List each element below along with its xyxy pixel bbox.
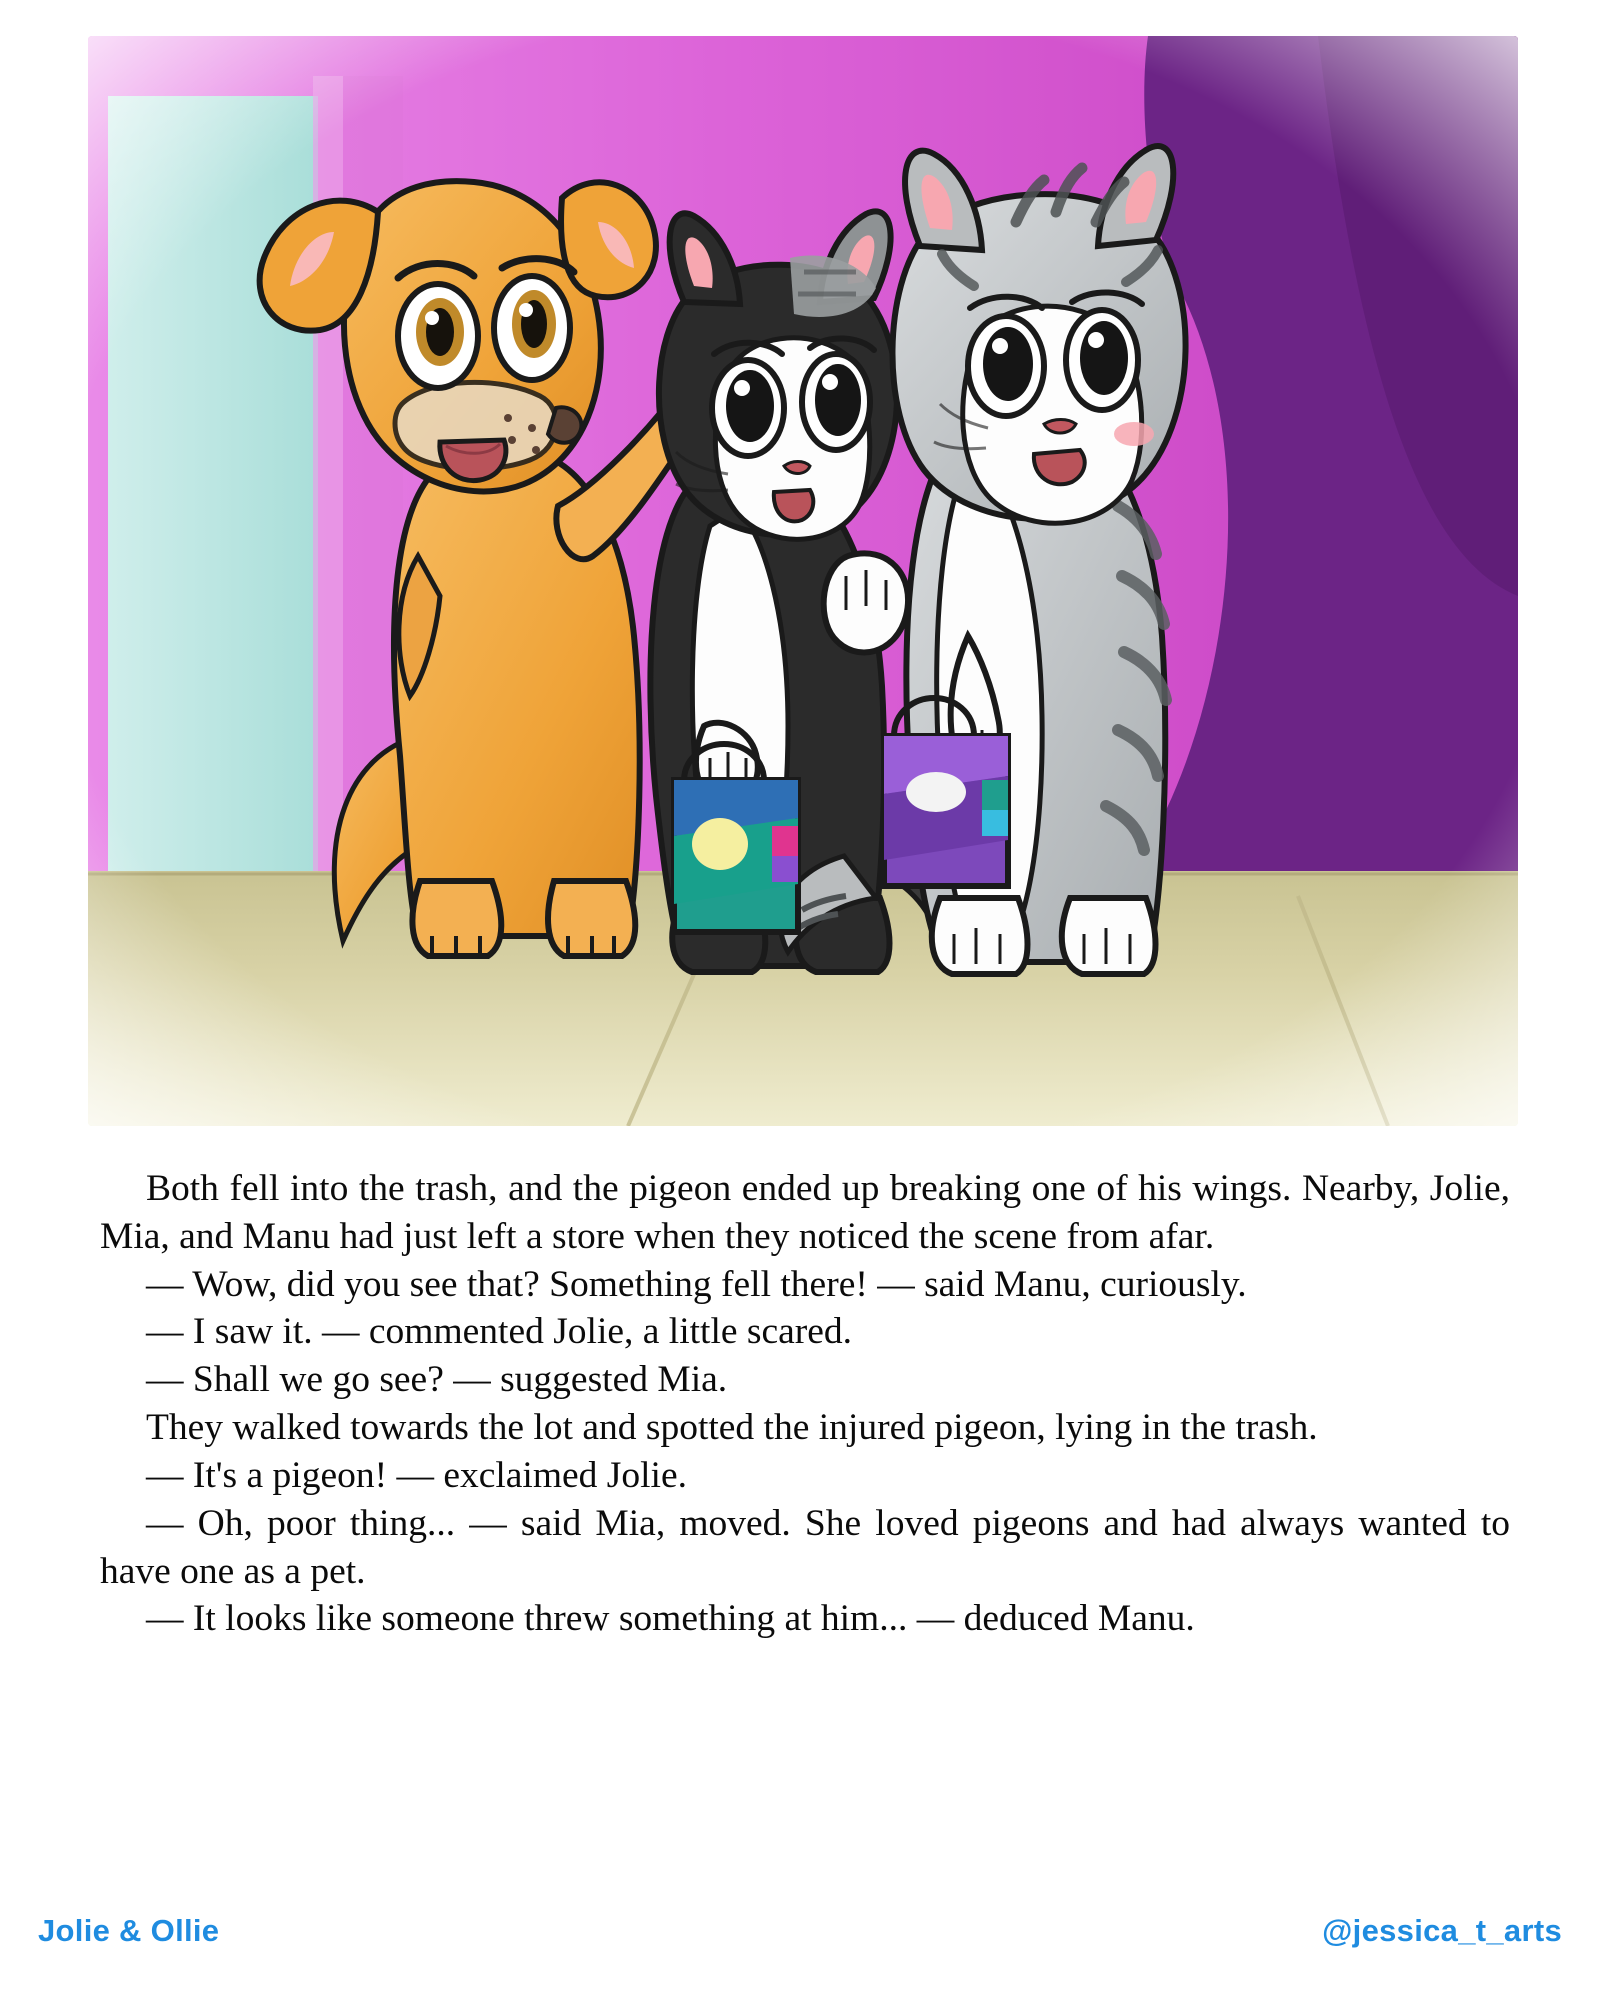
illustration-canvas [88, 36, 1518, 1126]
page-footer [0, 1905, 1600, 1975]
artist-handle: @jessica_t_arts [1322, 1913, 1562, 1948]
story-text [100, 1165, 1510, 1643]
scene-artwork [88, 36, 1518, 1126]
story-paragraph-7: — Oh, poor thing... — said Mia, moved. She loved pigeons and had always wanted to have one as a pet. [100, 1502, 1510, 1592]
story-paragraph-1: Both fell into the trash, and the pigeon ended up breaking one of his wings. Nearby, Jolie, Mia, and Manu had just left a store when they noticed the scene from afar. [100, 1168, 1510, 1257]
story-paragraph-4: — Shall we go see? — suggested Mia. [146, 1359, 728, 1401]
story-paragraph-8: — It looks like someone threw something at him... — deduced Manu. [146, 1598, 1195, 1640]
story-paragraph-5: They walked towards the lot and spotted the injured pigeon, lying in the trash. [146, 1407, 1318, 1449]
story-paragraph-6: — It's a pigeon! — exclaimed Jolie. [146, 1454, 687, 1496]
series-title: Jolie & Ollie [38, 1913, 220, 1948]
story-paragraph-3: — I saw it. — commented Jolie, a little scared. [146, 1311, 853, 1353]
illustration-panel [88, 36, 1518, 1126]
story-paragraph-2: — Wow, did you see that? Something fell there! — said Manu, curiously. [146, 1263, 1247, 1305]
